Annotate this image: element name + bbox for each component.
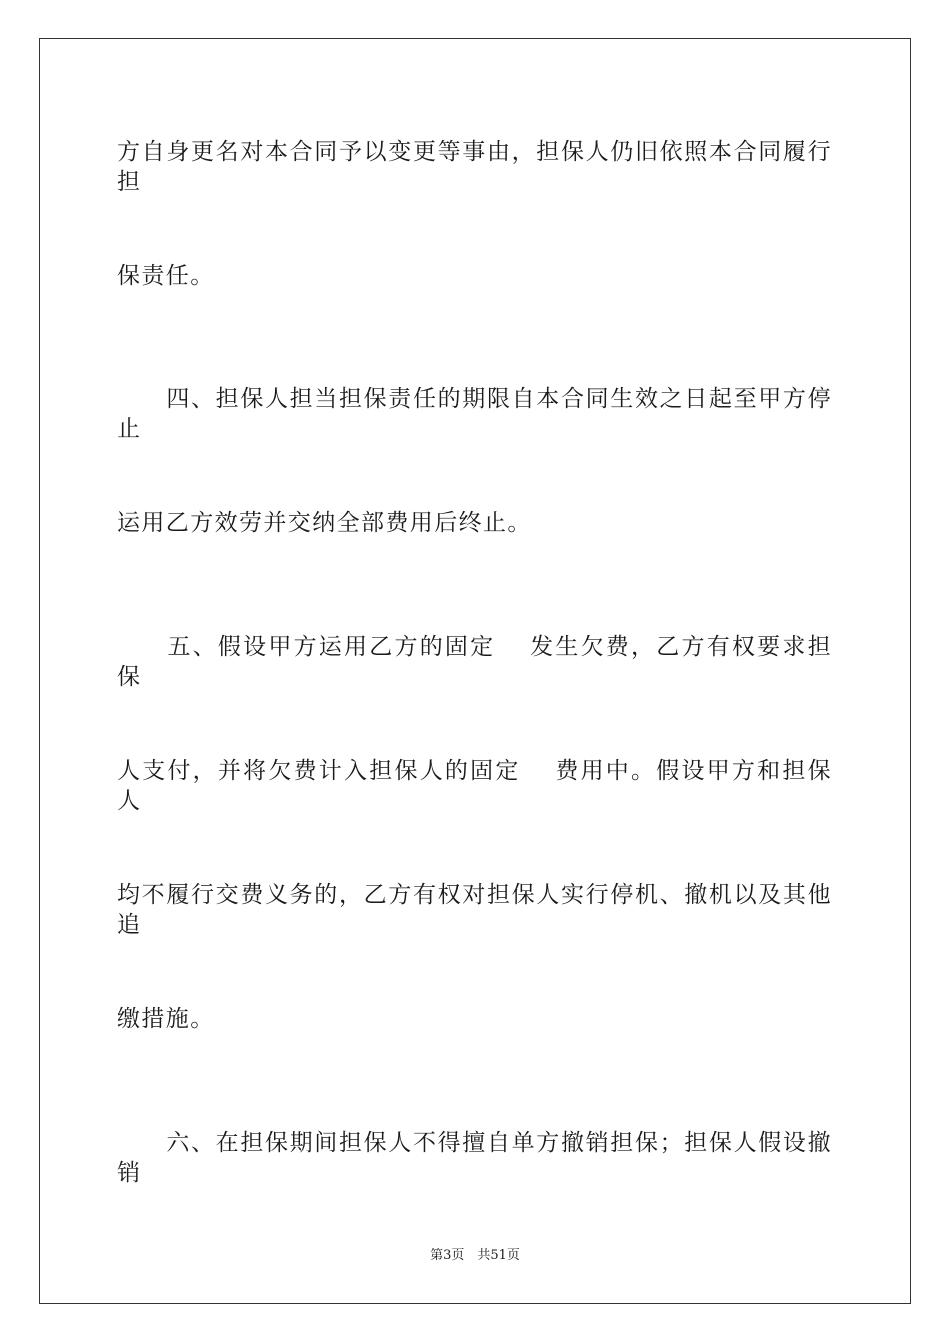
body-line-6: 人支付，并将欠费计入担保人的固定 费用中。假设甲方和担保人	[117, 758, 832, 814]
body-line-5: 五、假设甲方运用乙方的固定 发生欠费，乙方有权要求担保	[117, 634, 832, 690]
body-line-9: 六、在担保期间担保人不得擅自单方撤销担保；担保人假设撤销	[117, 1130, 832, 1186]
body-line-7: 均不履行交费义务的，乙方有权对担保人实行停机、撤机以及其他追	[117, 882, 832, 938]
body-line-3: 四、担保人担当担保责任的期限自本合同生效之日起至甲方停止	[117, 386, 832, 442]
body-line-4: 运用乙方效劳并交纳全部费用后终止。	[117, 510, 532, 536]
body-line-8: 缴措施。	[117, 1006, 215, 1032]
body-line-2: 保责任。	[117, 263, 215, 289]
page-number-footer: 第3页 共51页	[430, 1248, 520, 1263]
body-line-1: 方自身更名对本合同予以变更等事由，担保人仍旧依照本合同履行担	[117, 139, 832, 195]
